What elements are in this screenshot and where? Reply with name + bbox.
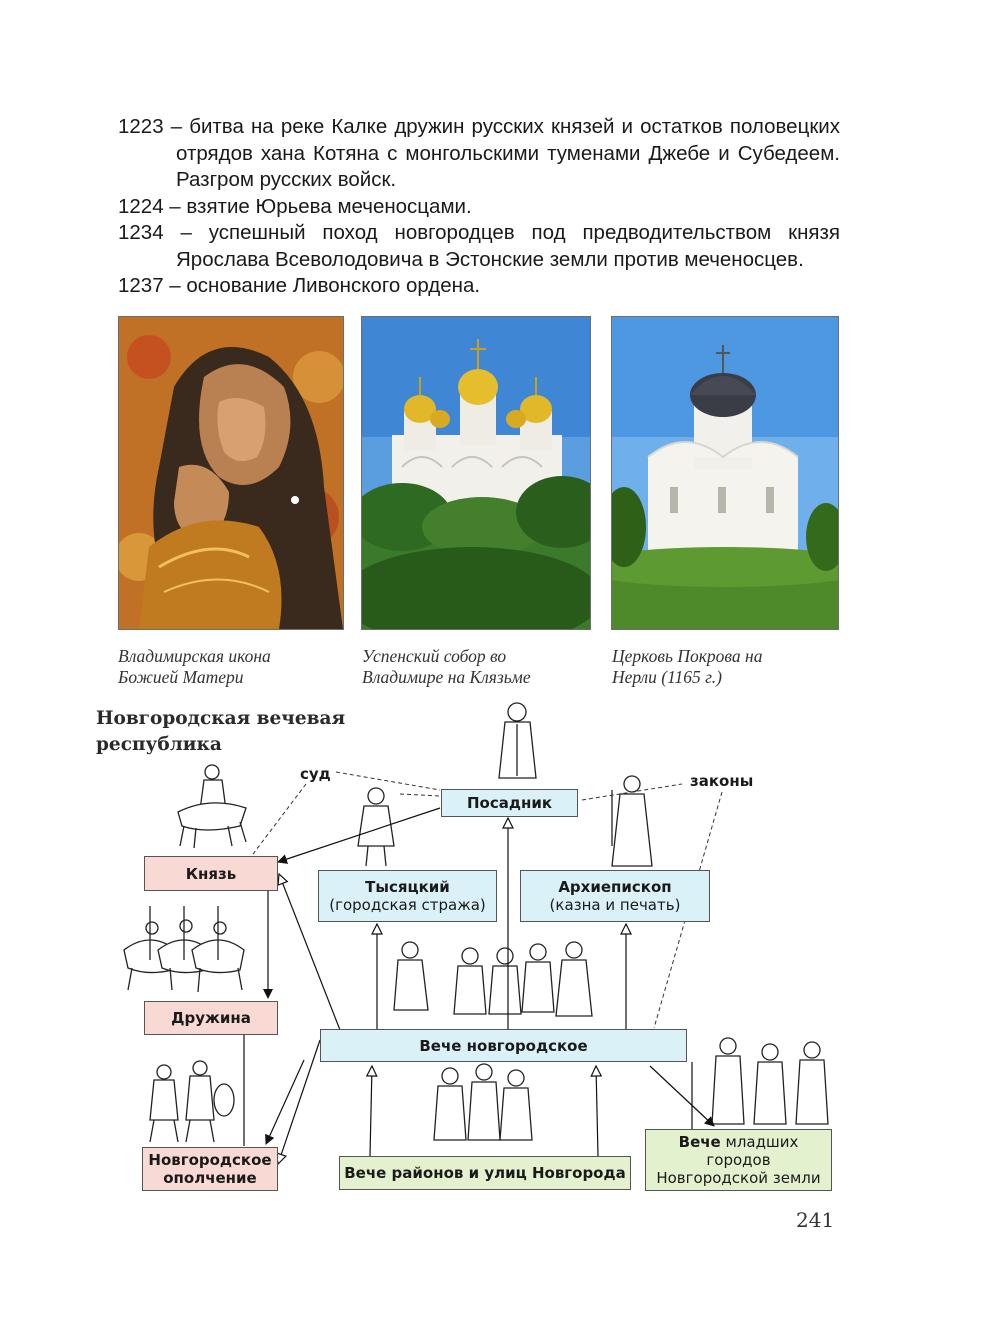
towns-veche-box bbox=[645, 1129, 832, 1191]
label-laws: законы bbox=[690, 772, 754, 790]
caption-line: Нерли (1165 г.) bbox=[612, 667, 722, 687]
district-veche-box bbox=[339, 1156, 631, 1190]
scheme-title-line: республика bbox=[96, 734, 222, 755]
posadnik-label: Посадник bbox=[466, 794, 553, 812]
archbishop-box bbox=[520, 870, 710, 922]
timeline-entry: 1224 – взятие Юрьева меченосцами. bbox=[118, 194, 472, 218]
figure-warriors bbox=[124, 906, 244, 992]
militia-label-line: Новгородское bbox=[148, 1151, 272, 1169]
icon-caption bbox=[118, 646, 348, 688]
scheme-title-line: Новгородская вечевая bbox=[96, 708, 346, 729]
scheme-title bbox=[96, 706, 356, 758]
towns-veche-line: Новгородской земли bbox=[656, 1169, 821, 1187]
figure-crowd-towns bbox=[712, 1038, 828, 1124]
caption-line: Владимире на Клязьме bbox=[362, 667, 531, 687]
knyaz-label: Князь bbox=[185, 864, 237, 883]
timeline-entry: 1237 – основание Ливонского ордена. bbox=[118, 274, 481, 297]
cathedral-caption bbox=[362, 646, 592, 688]
label-court: суд bbox=[300, 765, 331, 783]
figure-tysyatsky bbox=[358, 788, 394, 866]
tysyatsky-title: Тысяцкий bbox=[365, 878, 450, 896]
cathedral-image bbox=[361, 316, 591, 630]
timeline bbox=[118, 114, 840, 300]
timeline-entry: 1223 – битва на реке Калке дружин русских князей и остатков половецких отрядов хана Котяна с монгольскими туменами Джебе и Субедеем. Разгром русских войск. bbox=[118, 115, 840, 191]
figure-crowd-center bbox=[394, 942, 592, 1016]
church-image bbox=[611, 316, 839, 630]
icon-image bbox=[118, 316, 344, 630]
page-number: 241 bbox=[796, 1208, 835, 1232]
druzhina-label: Дружина bbox=[171, 1009, 251, 1027]
caption-line: Церковь Покрова на bbox=[612, 646, 763, 666]
tysyatsky-box bbox=[318, 870, 497, 922]
caption-line: Владимирская икона bbox=[118, 646, 271, 666]
militia-box bbox=[142, 1147, 278, 1191]
caption-line: Успенский собор во bbox=[362, 646, 507, 666]
timeline-entry: 1234 – успешный поход новгородцев под предводительством князя Ярослава Всеволодовича в Эстонские земли против меченосцев. bbox=[118, 221, 840, 271]
figure-crowd-district bbox=[434, 1064, 532, 1140]
figure-militia bbox=[150, 1061, 234, 1142]
district-veche-label: Вече районов и улиц Новгорода bbox=[344, 1164, 626, 1182]
towns-veche-line: городов bbox=[706, 1151, 771, 1169]
veche-box bbox=[320, 1029, 687, 1062]
figure-archbishop bbox=[612, 776, 652, 866]
caption-line: Божией Матери bbox=[118, 667, 244, 687]
archbishop-subtitle: (казна и печать) bbox=[549, 896, 681, 914]
militia-label-line: ополчение bbox=[163, 1169, 257, 1187]
veche-label: Вече новгородское bbox=[419, 1036, 588, 1055]
towns-veche-bold: Вече bbox=[678, 1133, 721, 1151]
church-caption bbox=[612, 646, 842, 688]
towns-veche-line bbox=[679, 1133, 799, 1151]
druzhina-box bbox=[144, 1001, 278, 1035]
archbishop-title: Архиепископ bbox=[558, 878, 672, 896]
figure-posadnik bbox=[499, 703, 536, 778]
connectors bbox=[244, 808, 714, 1164]
posadnik-box bbox=[441, 789, 578, 817]
towns-veche-rest: младших bbox=[720, 1133, 799, 1151]
figure-horseman bbox=[178, 765, 246, 848]
tysyatsky-subtitle: (городская стража) bbox=[329, 896, 486, 914]
knyaz-box bbox=[144, 856, 278, 891]
